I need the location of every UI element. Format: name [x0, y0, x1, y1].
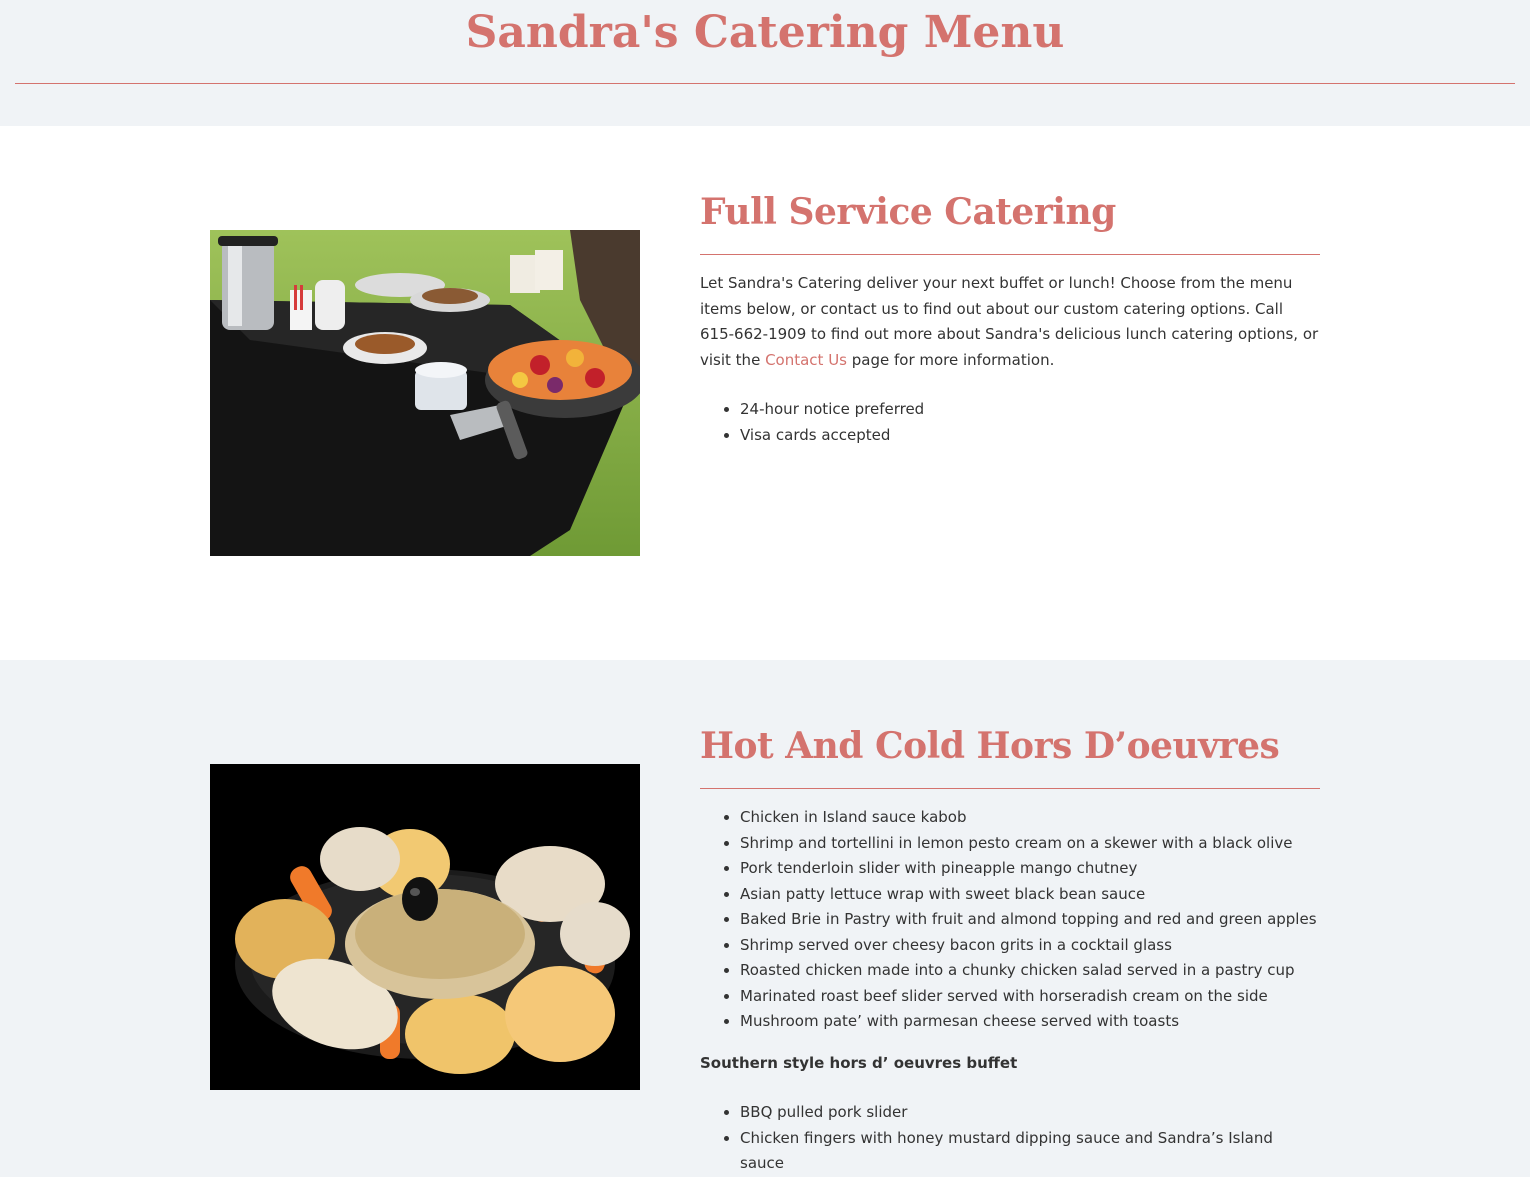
hors-doeuvres-section: [0, 660, 1530, 1172]
list-item: • Visa cards accepted: [740, 423, 1320, 449]
full-service-content: [700, 188, 1320, 448]
list-item: • Shrimp served over cheesy bacon grits in a cocktail glass: [740, 933, 1320, 959]
buffet-table-photo: [210, 230, 640, 556]
list-item: • Chicken in Island sauce kabob: [740, 805, 1320, 831]
intro-paragraph: [700, 271, 1320, 373]
header-divider: [15, 83, 1515, 84]
list-item: • Chicken fingers with honey mustard dipping sauce and Sandra’s Island sauce: [740, 1126, 1320, 1177]
section-title: Hot And Cold Hors D’oeuvres: [700, 725, 1280, 767]
southern-buffet-heading: Southern style hors d’ oeuvres buffet: [700, 1053, 1018, 1072]
title-divider: [700, 254, 1320, 255]
contact-us-link[interactable]: Contact Us: [765, 350, 847, 369]
title-divider: [700, 788, 1320, 789]
hors-doeuvres-content: [700, 722, 1320, 1177]
list-item: • Shrimp and tortellini in lemon pesto cream on a skewer with a black olive: [740, 831, 1320, 857]
hors-doeuvres-list: [700, 805, 1320, 1035]
hors-doeuvres-photo: [210, 764, 640, 1090]
list-item: • Baked Brie in Pastry with fruit and almond topping and red and green apples: [740, 907, 1320, 933]
list-item: • BBQ pulled pork slider: [740, 1100, 1320, 1126]
section-title: Full Service Catering: [700, 191, 1116, 233]
list-item: • Roasted chicken made into a chunky chicken salad served in a pastry cup: [740, 958, 1320, 984]
full-service-section: [0, 126, 1530, 660]
list-item: • Marinated roast beef slider served with horseradish cream on the side: [740, 984, 1320, 1010]
list-item: • Asian patty lettuce wrap with sweet black bean sauce: [740, 882, 1320, 908]
service-notes-list: [700, 397, 1320, 448]
page-header: [0, 0, 1530, 126]
southern-buffet-list: [700, 1100, 1320, 1177]
list-item: • 24-hour notice preferred: [740, 397, 1320, 423]
list-item: • Pork tenderloin slider with pineapple mango chutney: [740, 856, 1320, 882]
intro-text-end: page for more information.: [846, 350, 1055, 369]
site-title: Sandra's Catering Menu: [465, 7, 1065, 58]
list-item: • Mushroom pate’ with parmesan cheese served with toasts: [740, 1009, 1320, 1035]
intro-text: Let Sandra's Catering deliver your next buffet or lunch! Choose from the menu items below, or contact us to find out about our custom catering options. Call 615-662-1909 to find out more about Sandra's delicious lunch catering options, or visit the: [700, 274, 1319, 369]
